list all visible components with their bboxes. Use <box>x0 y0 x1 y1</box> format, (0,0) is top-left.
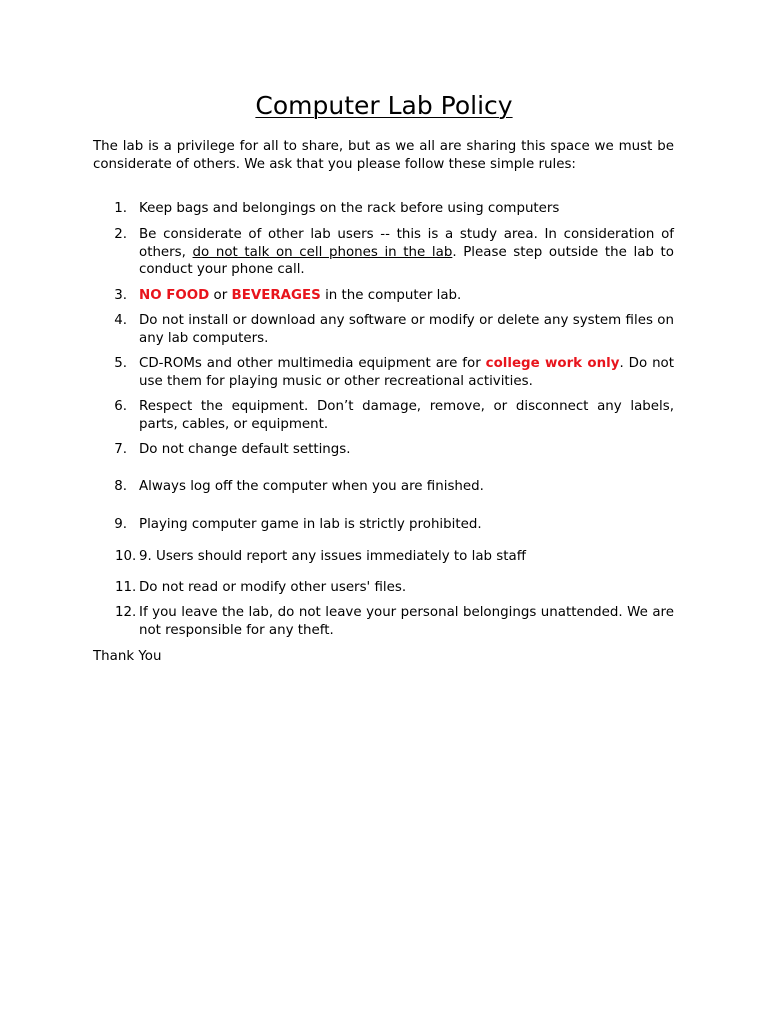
rule-number-12: 12. <box>115 605 137 620</box>
page-title: Computer Lab Policy <box>255 91 513 120</box>
beverages-emphasis: BEVERAGES <box>231 288 321 303</box>
rule-text-9: Playing computer game in lab is strictly prohibited. <box>139 517 482 532</box>
rule-2-underlined: do not talk on cell phones in the lab <box>192 244 453 260</box>
rule-number-11: 11. <box>115 580 137 595</box>
rule-5-text-end: . Do not use them for playing music or other recreational activities. <box>139 356 674 389</box>
rule-item-12 <box>93 604 674 639</box>
rule-number-9: 9. <box>114 517 127 532</box>
rule-number-7: 7. <box>114 442 127 457</box>
rule-item-8 <box>93 478 674 496</box>
rule-3-text-end: in the computer lab. <box>320 288 462 303</box>
rule-3-connector: or <box>209 288 232 303</box>
rule-2-text-end: . Please step outside the lab to conduct your phone call. <box>139 244 674 277</box>
rule-number-4: 4. <box>114 313 127 328</box>
rule-number-10: 10. <box>115 549 137 564</box>
rule-item-2 <box>93 226 674 279</box>
rule-number-3: 3. <box>114 288 127 303</box>
rule-item-6 <box>93 398 674 433</box>
closing-text: Thank You <box>93 649 162 664</box>
no-food-emphasis: NO FOOD <box>139 288 210 303</box>
rule-text-7: Do not change default settings. <box>139 442 351 457</box>
rule-text-6: Respect the equipment. Don’t damage, remove, or disconnect any labels, parts, cables, or equipment. <box>139 399 674 432</box>
rule-item-1 <box>93 200 674 218</box>
rule-text-5 <box>139 355 674 390</box>
rule-number-1: 1. <box>114 201 127 216</box>
rule-item-5 <box>93 355 674 390</box>
rule-item-10 <box>93 548 674 566</box>
rule-text-2 <box>139 226 674 279</box>
rule-text-11: Do not read or modify other users' files. <box>139 580 407 595</box>
rule-item-11 <box>93 579 674 597</box>
rule-text-12: If you leave the lab, do not leave your personal belongings unattended. We are not responsible for any theft. <box>139 605 674 638</box>
rule-item-4 <box>93 312 674 347</box>
rule-5-text-part: CD-ROMs and other multimedia equipment are for <box>139 356 486 371</box>
rule-2-text-part: Be considerate of other lab users -- this is a study area. In consideration of others, <box>139 227 674 260</box>
rule-number-6: 6. <box>114 399 127 414</box>
rule-text-1: Keep bags and belongings on the rack before using computers <box>139 201 560 216</box>
rule-number-2: 2. <box>114 227 127 242</box>
rule-number-5: 5. <box>114 356 127 371</box>
rule-text-4: Do not install or download any software or modify or delete any system files on any lab computers. <box>139 313 674 346</box>
intro-paragraph: The lab is a privilege for all to share, but as we all are sharing this space we must be considerate of others. We ask that you please follow these simple rules: <box>93 139 674 172</box>
rule-text-3 <box>139 287 674 305</box>
rule-item-7 <box>93 441 674 459</box>
rule-number-8: 8. <box>114 479 127 494</box>
rule-item-9 <box>93 516 674 534</box>
rule-item-3 <box>93 287 674 305</box>
rule-text-10: 9. Users should report any issues immediately to lab staff <box>139 549 526 564</box>
rule-text-8: Always log off the computer when you are finished. <box>139 479 484 494</box>
college-work-emphasis: college work only <box>485 356 620 371</box>
